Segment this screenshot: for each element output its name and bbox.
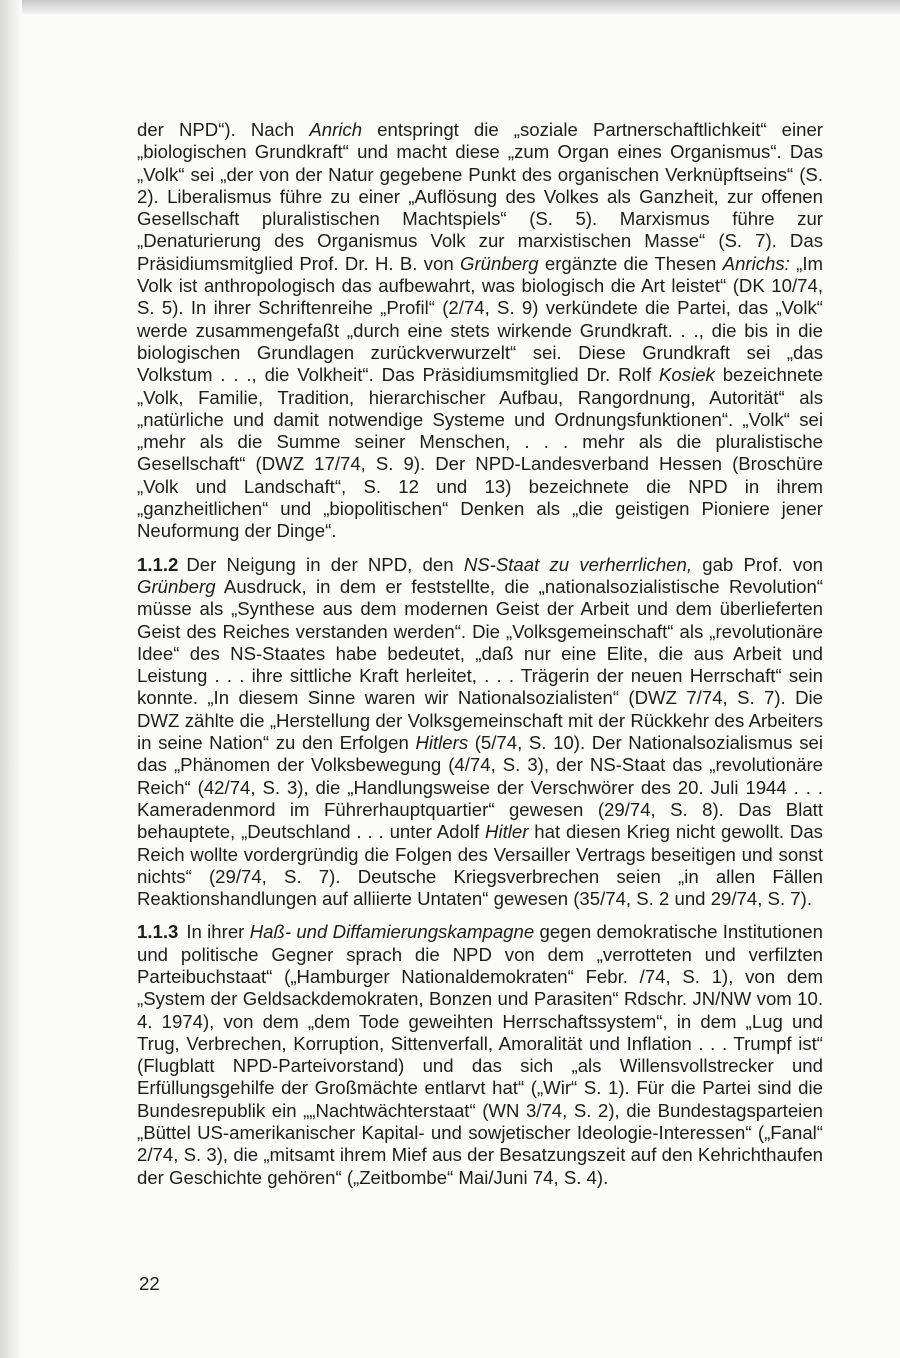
- name-anrich: Anrich: [309, 119, 363, 140]
- name-anrichs: Anrichs:: [722, 252, 790, 274]
- section-number: 1.1.3: [137, 921, 179, 943]
- section-number: 1.1.2: [137, 553, 179, 575]
- text-run: entspringt die „soziale Partnerschaftlichkeit“ einer „biologischen Grundkraft“ und macht diese „zum Organ eines Organismus“. Das „Volk“ sei „der von der Natur gegebene Punkt des organischen Verknüpftseins“ (S. 2). Liberalismus führe zu einer „Auflösung des Volkes als Ganzheit, zur offenen Gesellschaft pluralistischen Machtspiels“ (S. 5). Marxismus führe zur „Denaturierung des Organismus Volk zur marxistischen Masse“ (S. 7). Das Präsidiumsmitglied Prof. Dr. H. B. von: [137, 119, 824, 274]
- text-run: Ausdruck, in dem er feststellte, die „nationalsozialistische Revolution“ müsse als „Synthese aus dem modernen Geist der Arbeit und dem überlieferten Geist des Reiches verstanden werden“. Die „Volksgemeinschaft“ als „revolutionäre Idee“ des NS-Staates habe bedeutet, „daß nur eine Elite, die aus Arbeit und Leistung . . . ihre sittliche Kraft herleitet, . . . Trägerin der neuen Herrschaft“ sein konnte. „In diesem Sinne waren wir Nationalsozialisten“ (DWZ 7/74, S. 7). Die DWZ zählte die „Herstellung der Volksgemeinschaft mit der Rückkehr des Arbeiters in seine Nation“ zu den Erfolgen: [137, 575, 823, 754]
- text-run: (5/74, S. 10). Der Nationalsozialismus sei das „Phänomen der Volksbewegung (4/74, S. 3), der NS-Staat das „revolutionäre Reich“ (42/74, S. 3), die „Handlungsweise der Verschwörer des 20. Juli 1944 . . . Kameradenmord im Führerhauptquartier“ gewesen (29/74, S. 8). Das Blatt behauptete, „Deutschland . . . unter Adolf: [137, 732, 823, 843]
- text-run: Der Neigung in der NPD, den: [186, 553, 464, 575]
- name-gruenberg: Grünberg: [460, 252, 539, 274]
- text-run: „Im Volk ist anthropologisch das aufbewahrt, was biologisch die Art leistet“ (DK 10/74, S. 5). In ihrer Schriftenreihe „Profil“ (2/74, S. 9) verkündete die Partei, das „Volk“ werde zusammengefaßt „durch eine stets wirkende Grundkraft. . ., die bis in die biologischen Grundlagen zurückverwurzelt“ sei. Diese Grundkraft sei „das Volkstum . . ., die Volkheit“. Das Präsidiumsmitglied Dr. Rolf: [137, 252, 823, 386]
- text-run: In ihrer: [186, 921, 250, 943]
- scan-shadow-top: [0, 0, 900, 14]
- emphasis-ns-staat: NS-Staat zu verherrlichen,: [463, 553, 693, 575]
- scan-shadow-left: [0, 0, 22, 1358]
- text-run: gab Prof. von: [692, 553, 823, 575]
- paragraph-section-1-1-3: [137, 921, 823, 1189]
- page-number: 22: [139, 1273, 160, 1294]
- emphasis-kampagne: Haß- und Diffamierungskampagne: [249, 921, 535, 943]
- name-kosiek: Kosiek: [659, 364, 715, 386]
- text-run: hat diesen Krieg nicht gewollt. Das Reich wollte vordergründig die Folgen des Versailler Vertrags beseitigen und sonst nichts“ (29/74, S. 7). Deutsche Kriegsverbrechen seien „in allen Fällen Reaktionshandlungen auf alliierte Untaten“ gewesen (35/74, S. 2 und 29/74, S. 7).: [137, 821, 823, 910]
- paragraph-section-1-1-2: [137, 554, 823, 911]
- name-hitler: Hitler: [485, 821, 529, 843]
- text-run: gegen demokratische Institutionen und politische Gegner sprach die NPD von dem „verrotteten und verfilzten Parteibuchstaat“ („Hamburger Nationaldemokraten“ Febr. /74, S. 1), von dem „System der Geldsackdemokraten, Bonzen und Parasiten“ Rdschr. JN/NW vom 10. 4. 1974), von dem „dem Tode geweihten Herrschaftssystem“, in dem „Lug und Trug, Verbrechen, Korruption, Sittenverfall, Amoralität und Inflation . . . Trumpf ist“ (Flugblatt NPD-Parteivorstand) und das sich „als Willensvollstrecker und Erfüllungsgehilfe der Großmächte entlarvt hat“ („Wir“ S. 1). Für die Partei sind die Bundesrepublik ein „„Nachtwächterstaat“ (WN 3/74, S. 2), die Bundestagsparteien „Büttel US-amerikanischer Kapital- und sowjetischer Ideologie-Interessen“ („Fanal“ 2/74, S. 3), die „mitsamt ihrem Mief aus der Besatzungszeit auf den Kehrichthaufen der Geschichte gehören“ („Zeitbombe“ Mai/Juni 74, S. 4).: [137, 921, 823, 1188]
- text-run: bezeichnete „Volk, Familie, Tradition, hierarchischer Aufbau, Rangordnung, Autorität“ als „natürliche und damit notwendige Systeme und Ordnungsfunktionen“. „Volk“ sei „mehr als die Summe seiner Menschen, . . . mehr als die pluralistische Gesellschaft“ (DWZ 17/74, S. 9). Der NPD-Landesverband Hessen (Broschüre „Volk und Landschaft“, S. 12 und 13) bezeichnete die NPD in ihrem „ganzheitlichen“ und „biopolitischen“ Denken als „die geistigen Pioniere jener Neuformung der Dinge“.: [137, 364, 823, 542]
- paragraph-intro: [137, 119, 823, 543]
- text-run: ergänzte die Thesen: [538, 252, 723, 274]
- text-run: der NPD“). Nach: [137, 119, 310, 140]
- name-hitlers: Hitlers: [415, 732, 469, 754]
- name-gruenberg: Grünberg: [137, 575, 216, 597]
- page-body: [137, 119, 823, 1189]
